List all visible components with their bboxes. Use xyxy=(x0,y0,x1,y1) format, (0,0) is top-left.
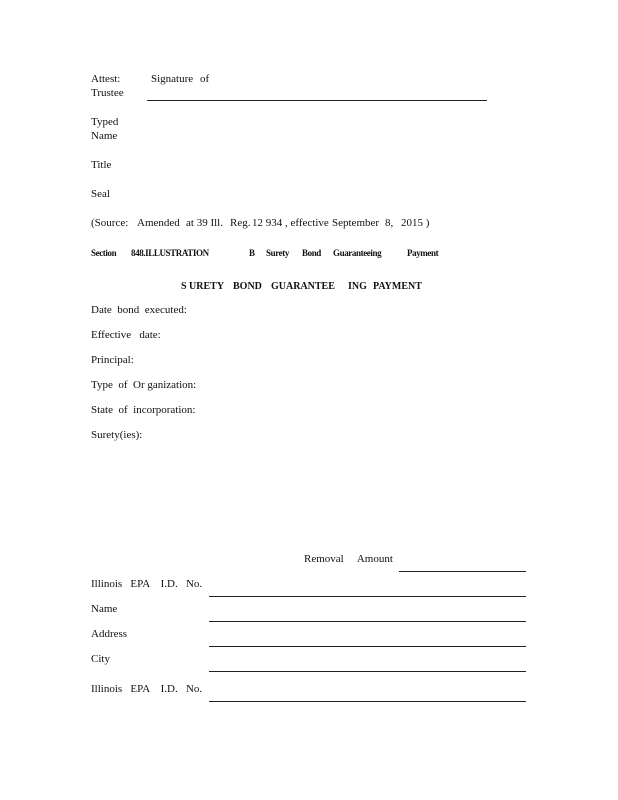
removal-amount-line[interactable] xyxy=(399,571,526,572)
section-heading-word: Surety xyxy=(266,248,289,258)
form-title-word: PAYMENT xyxy=(373,281,422,292)
state-of-incorporation-label: State of incorporation: xyxy=(91,404,196,416)
section-heading-word: Payment xyxy=(407,248,439,258)
source-note-part: 8, xyxy=(385,217,394,229)
seal-label: Seal xyxy=(91,188,110,200)
source-note-part: 2015 ) xyxy=(401,217,430,229)
signature-label: Signature xyxy=(151,73,194,85)
source-note-part: 12 934 , effective xyxy=(252,217,329,229)
typed-label: Typed xyxy=(91,116,119,128)
illinois-epa-id-label: Illinois EPA I.D. No. xyxy=(91,578,203,590)
signature-line[interactable] xyxy=(147,100,487,101)
type-of-organization-label: Type of Or ganization: xyxy=(91,379,197,391)
section-heading-word: B xyxy=(249,248,255,258)
source-note-part: Reg. xyxy=(230,217,251,229)
illinois-epa-id-label-2: Illinois EPA I.D. No. xyxy=(91,683,203,695)
name-line[interactable] xyxy=(209,621,526,622)
form-title-word: S URETY xyxy=(181,281,225,292)
illinois-epa-id-line[interactable] xyxy=(209,596,526,597)
trustee-label: Trustee xyxy=(91,87,124,99)
attest-label: Attest: xyxy=(91,73,121,85)
source-note-part: (Source: xyxy=(91,217,129,229)
effective-date-label: Effective date: xyxy=(91,329,161,341)
removal-amount-label: Removal Amount xyxy=(304,553,393,565)
principal-label: Principal: xyxy=(91,354,134,366)
city-line[interactable] xyxy=(209,671,526,672)
title-label: Title xyxy=(91,159,112,171)
source-note-part: Amended xyxy=(137,217,180,229)
sureties-label: Surety(ies): xyxy=(91,429,143,441)
name-label-top: Name xyxy=(91,130,118,142)
section-heading-word: Section xyxy=(91,248,117,258)
source-note-part: at 39 Ill. xyxy=(186,217,223,229)
address-label: Address xyxy=(91,628,128,640)
form-title-word: GUARANTEE xyxy=(271,281,335,292)
illinois-epa-id-line-2[interactable] xyxy=(209,701,526,702)
name-label: Name xyxy=(91,603,118,615)
source-note-part: September xyxy=(332,217,380,229)
signature-of-label: of xyxy=(200,73,210,85)
city-label: City xyxy=(91,653,110,665)
address-line[interactable] xyxy=(209,646,526,647)
section-heading-word: Bond xyxy=(302,248,321,258)
section-heading-word: Guaranteeing xyxy=(333,248,382,258)
form-title-word: ING xyxy=(348,281,367,292)
form-title-word: BOND xyxy=(233,281,262,292)
section-heading-word: 848.ILLUSTRATION xyxy=(131,248,209,258)
date-bond-executed-label: Date bond executed: xyxy=(91,304,187,316)
